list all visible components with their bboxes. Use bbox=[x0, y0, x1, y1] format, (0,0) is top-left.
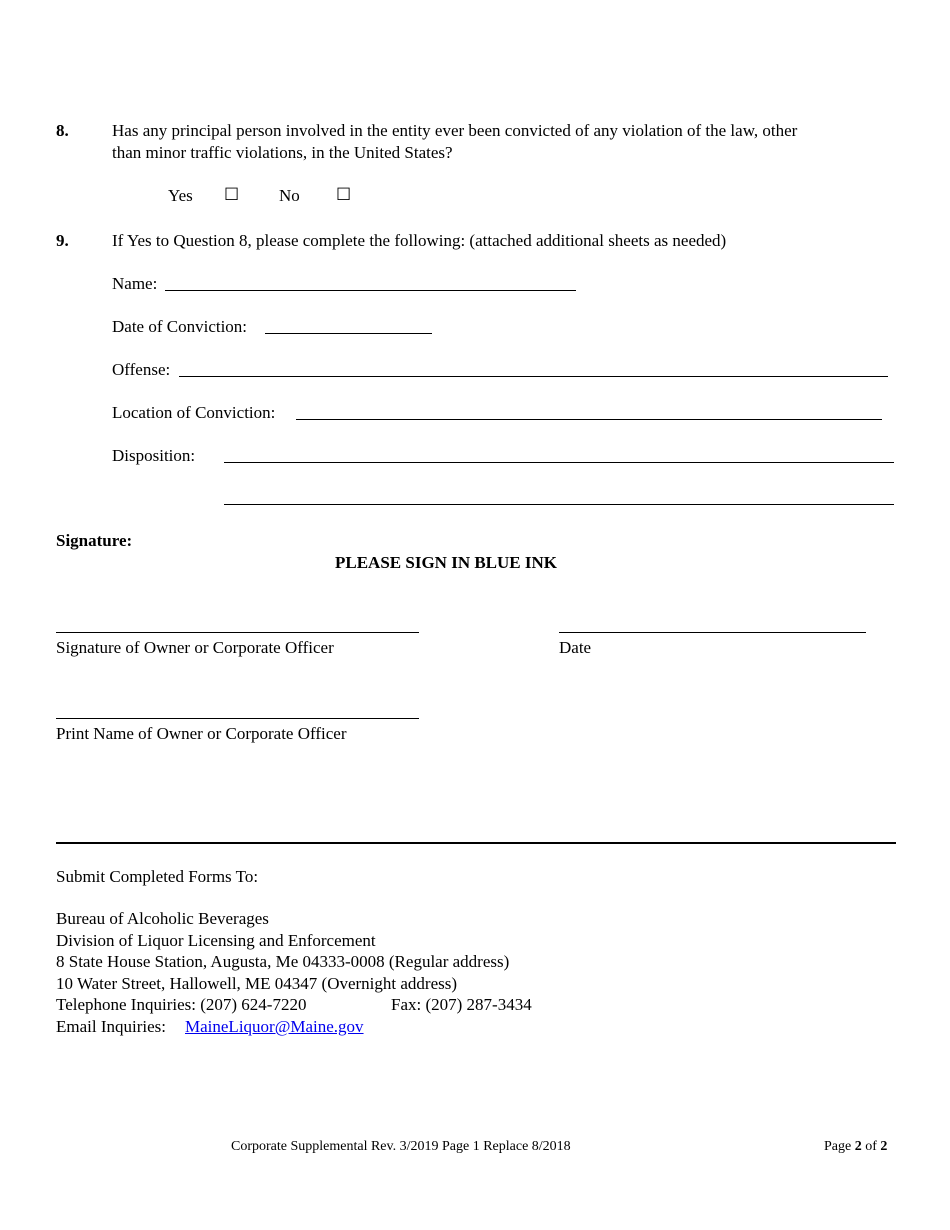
question-8-text-line2: than minor traffic violations, in the United States? bbox=[112, 143, 453, 162]
print-name-field[interactable] bbox=[56, 718, 419, 719]
page-of: of bbox=[861, 1139, 881, 1154]
no-checkbox[interactable]: ☐ bbox=[336, 185, 352, 205]
question-8-text-line1: Has any principal person involved in the entity ever been convicted of any violation of the law, other bbox=[112, 121, 798, 140]
owner-signature-field[interactable] bbox=[56, 632, 419, 633]
fax-number: Fax: (207) 287-3434 bbox=[391, 995, 532, 1014]
footer-revision: Corporate Supplemental Rev. 3/2019 Page 1 Replace 8/2018 bbox=[231, 1139, 571, 1154]
section-divider bbox=[56, 842, 896, 844]
agency-name: Bureau of Alcoholic Beverages bbox=[56, 909, 269, 928]
disposition-field-line1[interactable] bbox=[224, 462, 894, 463]
date-of-conviction-label: Date of Conviction: bbox=[112, 317, 248, 336]
overnight-address: 10 Water Street, Hallowell, ME 04347 (Overnight address) bbox=[56, 974, 458, 993]
page-number bbox=[824, 1139, 887, 1155]
yes-label: Yes bbox=[168, 186, 193, 205]
division-name: Division of Liquor Licensing and Enforcement bbox=[56, 931, 376, 950]
question-9-number: 9. bbox=[56, 231, 69, 250]
question-9-text: If Yes to Question 8, please complete the following: (attached additional sheets as needed) bbox=[112, 231, 727, 250]
page-current: 2 bbox=[854, 1139, 862, 1154]
page-prefix: Page bbox=[824, 1139, 855, 1154]
disposition-label: Disposition: bbox=[112, 446, 196, 465]
offense-label: Offense: bbox=[112, 360, 171, 379]
yes-checkbox[interactable]: ☐ bbox=[224, 185, 240, 205]
disposition-field-line2[interactable] bbox=[224, 504, 894, 505]
owner-signature-label: Signature of Owner or Corporate Officer bbox=[56, 638, 334, 657]
page-total: 2 bbox=[880, 1139, 888, 1154]
signature-date-field[interactable] bbox=[559, 632, 866, 633]
location-of-conviction-field[interactable] bbox=[296, 419, 882, 420]
name-field[interactable] bbox=[165, 290, 576, 291]
blue-ink-instruction: PLEASE SIGN IN BLUE INK bbox=[335, 553, 558, 572]
submit-heading: Submit Completed Forms To: bbox=[56, 867, 259, 886]
telephone-inquiries: Telephone Inquiries: (207) 624-7220 bbox=[56, 995, 307, 1014]
question-8-number: 8. bbox=[56, 121, 69, 140]
location-of-conviction-label: Location of Conviction: bbox=[112, 403, 276, 422]
signature-heading: Signature: bbox=[56, 531, 133, 550]
email-link[interactable]: MaineLiquor@Maine.gov bbox=[185, 1017, 364, 1036]
offense-field[interactable] bbox=[179, 376, 888, 377]
signature-date-label: Date bbox=[559, 638, 592, 657]
regular-address: 8 State House Station, Augusta, Me 04333-0008 (Regular address) bbox=[56, 952, 510, 971]
email-inquiries-label: Email Inquiries: bbox=[56, 1017, 167, 1036]
print-name-label: Print Name of Owner or Corporate Officer bbox=[56, 724, 347, 743]
no-label: No bbox=[279, 186, 300, 205]
name-label: Name: bbox=[112, 274, 158, 293]
date-of-conviction-field[interactable] bbox=[265, 333, 432, 334]
